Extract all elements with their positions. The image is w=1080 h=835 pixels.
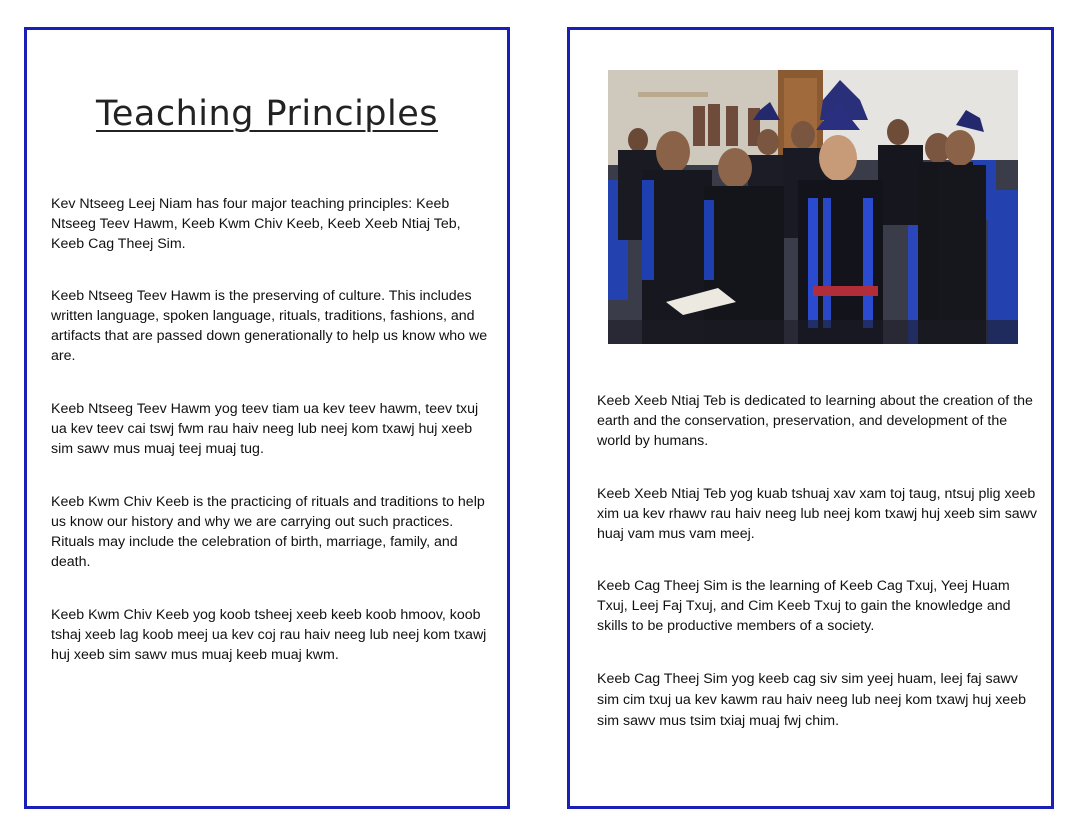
gathering-photo [608,70,1018,344]
page-title: Teaching Principles [95,94,439,134]
culture-paragraph-hmong: Keeb Ntseeg Teev Hawm yog teev tiam ua kev teev hawm, teev txuj ua kev teev cai tswj fwm rau haiv neeg lub neej kom txawj huj xeeb sim sawv mus muaj teej muaj tug. [51,401,479,457]
knowledge-paragraph-hmong: Keeb Cag Theej Sim yog keeb cag siv sim yeej huam, leej faj sawv sim cim txuj ua kev kawm rau haiv neeg lub neej kom txawj huj xeeb sim sawv mus tsim txiaj muaj fwj chim. [597,671,1026,729]
left-page [24,27,510,809]
earth-paragraph-hmong: Keeb Xeeb Ntiaj Teb yog kuab tshuaj xav xam toj taug, ntsuj plig xeeb xim ua kev rhawv rau haiv neeg lub neej kom txawj huj xeeb sim sawv huaj vam mus vam meej. [597,486,1038,542]
history-paragraph-english: Keeb Kwm Chiv Keeb is the practicing of rituals and traditions to help us know our history and why we are carrying out such practices. Rituals may include the celebration of birth, marriage, family, and death. [51,494,485,570]
earth-paragraph-english: Keeb Xeeb Ntiaj Teb is dedicated to learning about the creation of the earth and the conservation, preservation, and development of the world by humans. [597,393,1033,449]
history-paragraph-hmong: Keeb Kwm Chiv Keeb yog koob tsheej xeeb keeb koob hmoov, koob tshaj xeeb lag koob meej ua kev coj rau haiv neeg lub neej kom txawj huj xeeb sim sawv mus muaj keeb muaj kwm. [51,607,487,663]
right-page [567,27,1054,809]
culture-paragraph-english: Keeb Ntseeg Teev Hawm is the preserving of culture. This includes written language, spoken language, rituals, traditions, fashions, and artifacts that are passed down generationally to help us know who we are. [51,288,488,364]
knowledge-paragraph-english: Keeb Cag Theej Sim is the learning of Keeb Cag Txuj, Yeej Huam Txuj, Leej Faj Txuj, and Cim Keeb Txuj to gain the knowledge and skills to be productive members of a society. [597,578,1011,634]
intro-paragraph: Kev Ntseeg Leej Niam has four major teaching principles: Keeb Ntseeg Teev Hawm, Keeb Kwm Chiv Keeb, Keeb Xeeb Ntiaj Teb, Keeb Cag Theej Sim. [51,196,461,252]
